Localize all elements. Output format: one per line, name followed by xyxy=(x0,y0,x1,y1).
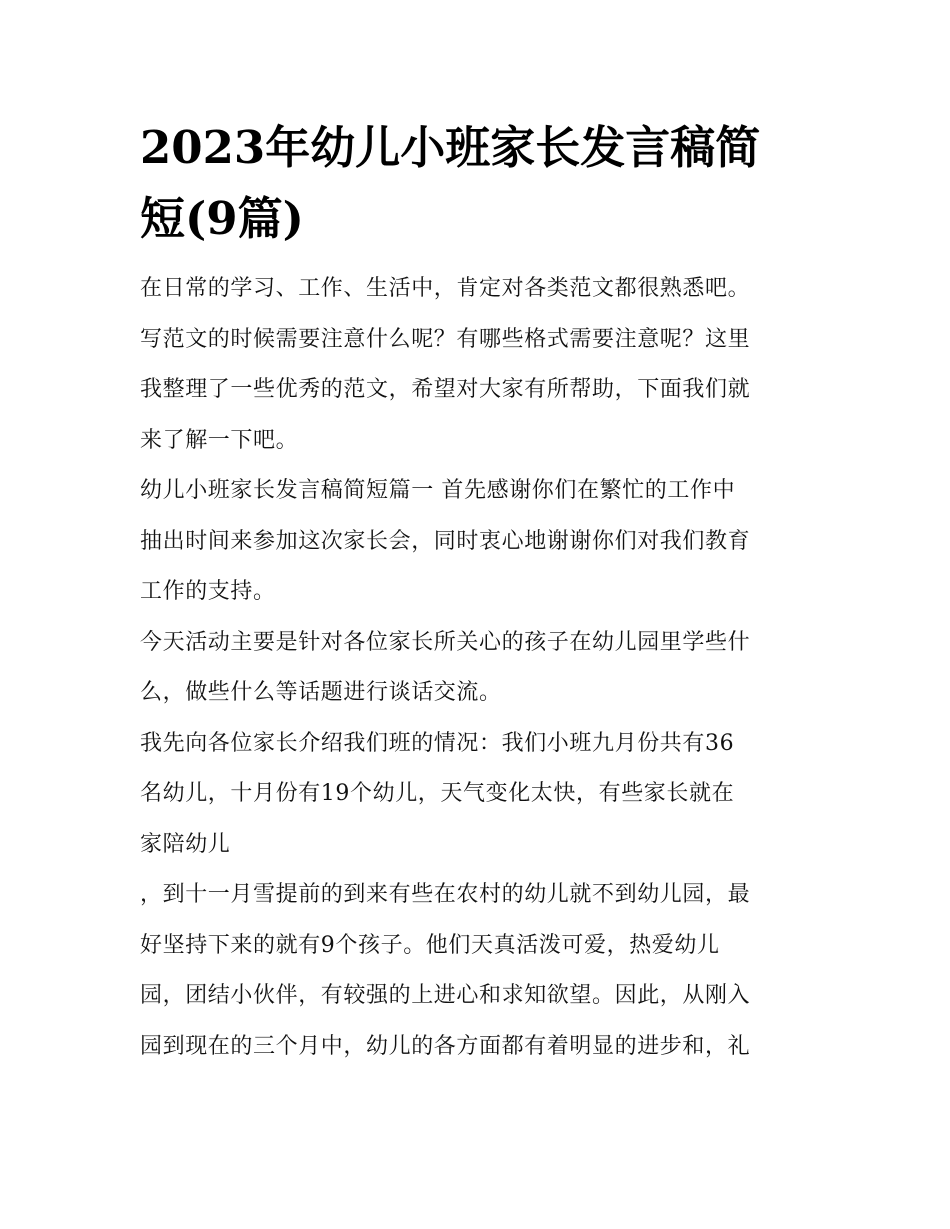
document-body xyxy=(140,264,816,1072)
body-line: 工作的支持。 xyxy=(140,579,276,604)
body-line: 园，团结小伙伴，有较强的上进心和求知欲望。因此，从刚入 xyxy=(140,983,751,1008)
body-line: 我先向各位家长介绍我们班的情况：我们小班九月份共有36 xyxy=(140,730,735,756)
document-content xyxy=(140,112,816,1072)
body-line: 么，做些什么等话题进行谈话交流。 xyxy=(140,680,502,705)
body-line: 好坚持下来的就有9个孩子。他们天真活泼可爱，热爱幼儿 xyxy=(140,932,720,958)
title-line-2: 短(9篇) xyxy=(140,192,304,245)
body-line: ，到十一月雪提前的到来有些在农村的幼儿就不到幼儿园，最 xyxy=(140,882,751,907)
body-line: 今天活动主要是针对各位家长所关心的孩子在幼儿园里学些什 xyxy=(140,629,751,655)
body-line: 名幼儿，十月份有19个幼儿，天气变化太快，有些家长就在 xyxy=(140,781,735,806)
document-title xyxy=(140,112,816,254)
body-line: 家陪幼儿 xyxy=(140,831,231,857)
body-line: 来了解一下吧。 xyxy=(140,427,299,453)
body-line: 园到现在的三个月中，幼儿的各方面都有着明显的进步和，礼 xyxy=(140,1033,751,1059)
title-line-1: 2023年幼儿小班家长发言稿简 xyxy=(140,121,761,174)
body-line: 我整理了一些优秀的范文，希望对大家有所帮助，下面我们就 xyxy=(140,377,751,402)
body-line: 抽出时间来参加这次家长会，同时衷心地谢谢你们对我们教育 xyxy=(140,528,751,554)
body-line: 幼儿小班家长发言稿简短篇一 首先感谢你们在繁忙的工作中 xyxy=(140,478,736,503)
body-line: 写范文的时候需要注意什么呢？有哪些格式需要注意呢？这里 xyxy=(140,326,751,352)
body-line: 在日常的学习、工作、生活中，肯定对各类范文都很熟悉吧。 xyxy=(140,276,751,301)
